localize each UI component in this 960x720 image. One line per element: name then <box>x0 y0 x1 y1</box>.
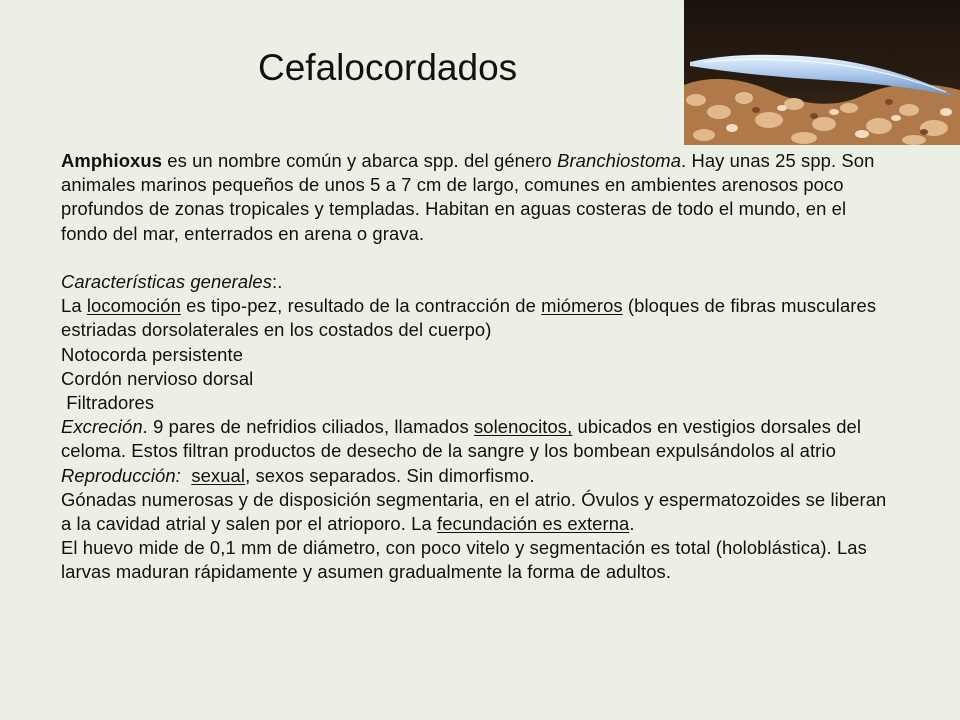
locomocion-paragraph <box>61 294 896 342</box>
intro-text-2: . Hay unas 25 spp. Son animales marinos pequeños de unos 5 a 7 cm de largo, comunes en ambientes arenosos poco profundos de zonas tropicales y templadas. Habitan en aguas costeras de todo el mundo, en el fondo del mar, enterrados en arena o grava. <box>61 150 875 244</box>
excrecion-text-1: . 9 pares de nefridios ciliados, llamados <box>142 416 474 438</box>
filtradores-line <box>61 391 896 415</box>
gonadas-paragraph <box>61 488 896 536</box>
intro-text-1: es un nombre común y abarca spp. del género <box>162 150 558 171</box>
sexual-link: sexual <box>191 464 246 486</box>
fecundacion-link: fecundación es externa <box>437 513 630 535</box>
gonadas-pre: Gónadas numerosas y de disposición segmentaria, en el atrio. Óvulos y espermatozoides se liberan a la cavidad atrial y salen por el atrioporo. La <box>61 488 887 535</box>
caracteristicas-heading <box>61 270 896 294</box>
body-text <box>61 149 896 585</box>
amphioxus-photo <box>684 0 960 145</box>
caracteristicas-label: Características generales <box>61 271 273 292</box>
excrecion-label: Excreción <box>61 416 143 438</box>
huevo-paragraph: El huevo mide de 0,1 mm de diámetro, con poco vitelo y segmentación es total (holoblástica). Las larvas maduran rápidamente y asumen gradualmente la forma de adultos. <box>61 537 867 583</box>
reproduccion-label: Reproducción: <box>61 464 181 486</box>
slide-title: Cefalocordados <box>258 47 518 88</box>
solenocitos-link: solenocitos, <box>473 416 573 438</box>
locomocion-link: locomoción <box>86 295 181 317</box>
excrecion-paragraph <box>61 415 896 463</box>
locomocion-mid: es tipo-pez, resultado de la contracción de <box>180 295 542 317</box>
excrecion-text-2: ubicados en vestigios dorsales del celoma. Estos filtran productos de desecho de la sangre y los bombean expulsándolos al atrio <box>61 416 862 462</box>
reproduccion-line <box>61 464 896 488</box>
locomocion-post: (bloques de fibras musculares estriadas dorsolaterales en los costados del cuerpo) <box>61 295 877 341</box>
filtradores-text: Filtradores <box>61 392 155 414</box>
gonadas-post: . <box>629 513 635 535</box>
locomocion-pre: La <box>61 295 87 317</box>
miomeros-link: miómeros <box>541 295 623 317</box>
amphioxus-image <box>684 0 960 145</box>
amphioxus-term: Amphioxus <box>61 150 163 171</box>
caracteristicas-suffix: :. <box>272 271 283 292</box>
intro-paragraph <box>61 149 896 246</box>
reproduccion-space <box>181 465 191 486</box>
genus-name: Branchiostoma <box>557 150 682 171</box>
cordon-line: Cordón nervioso dorsal <box>61 367 254 389</box>
reproduccion-text: , sexos separados. Sin dimorfismo. <box>245 464 535 486</box>
notocorda-line: Notocorda persistente <box>61 343 244 365</box>
paragraph-gap <box>61 246 896 270</box>
